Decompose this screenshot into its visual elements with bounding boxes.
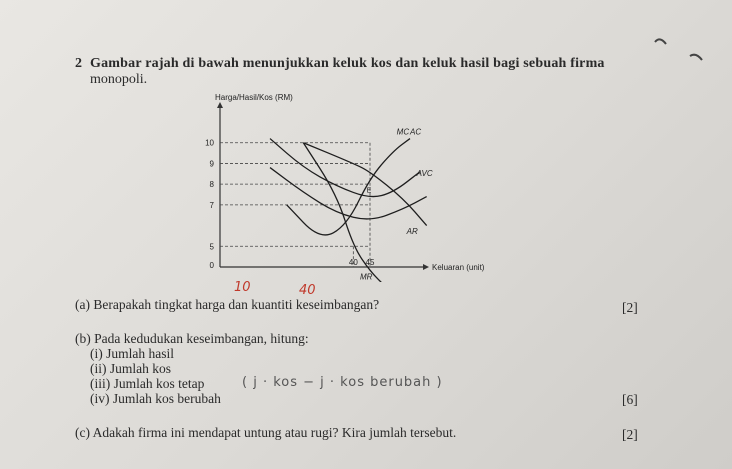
part-b-ii: (ii) Jumlah kos (90, 361, 171, 376)
curve-label-ac: AC (410, 127, 422, 137)
part-b-iii: (iii) Jumlah kos tetap (90, 376, 205, 391)
curve-label-avc: AVC (416, 168, 433, 178)
part-b-iv: (iv) Jumlah kos berubah (90, 391, 221, 406)
curve-mc (287, 139, 410, 235)
y-axis-label: Harga/Hasil/Kos (RM) (215, 93, 293, 102)
question-intro-line1: Gambar rajah di bawah menunjukkan keluk kos dan keluk hasil bagi sebuah firma (90, 56, 605, 71)
part-b-i: (i) Jumlah hasil (90, 346, 174, 361)
y-tick-label: 9 (209, 159, 214, 169)
question-number: 2 (75, 56, 82, 71)
y-tick-label: 10 (205, 138, 214, 148)
part-c-marks: [2] (622, 427, 638, 442)
cost-revenue-chart (190, 92, 510, 282)
curve-label-mr: MR (360, 272, 373, 282)
part-b-marks: [6] (622, 392, 638, 407)
curve-label-mc: MC (396, 127, 410, 137)
curve-ac (270, 139, 420, 197)
y-axis-arrow-icon (217, 102, 223, 108)
part-a-question: (a) Berapakah tingkat harga dan kuantiti keseimbangan? (75, 297, 380, 312)
y-tick-label: 7 (209, 200, 214, 210)
part-c-question: (c) Adakah firma ini mendapat untung atau rugi? Kira jumlah tersebut. (75, 425, 457, 440)
y-tick-label: 8 (209, 180, 214, 190)
curve-label-ar: AR (406, 226, 418, 236)
x-tick-label: 45 (365, 258, 375, 267)
point-label-e: E (366, 187, 372, 195)
pen-mark-icon (650, 30, 710, 70)
handwritten-note: ( j · kos − j · kos berubah ) (242, 375, 443, 390)
question-intro-line2: monopoli. (90, 72, 148, 87)
handwritten-answer-price: 10 (234, 280, 251, 295)
y-tick-label: 5 (209, 242, 214, 252)
handwritten-answer-quantity: 40 (299, 283, 316, 298)
x-axis-arrow-icon (423, 264, 429, 270)
x-axis-label: Keluaran (unit) (432, 263, 485, 272)
origin-label: 0 (209, 261, 214, 270)
part-a-marks: [2] (622, 300, 638, 315)
part-b-question: (b) Pada kedudukan keseimbangan, hitung: (75, 331, 309, 346)
x-tick-label: 40 (348, 258, 358, 267)
